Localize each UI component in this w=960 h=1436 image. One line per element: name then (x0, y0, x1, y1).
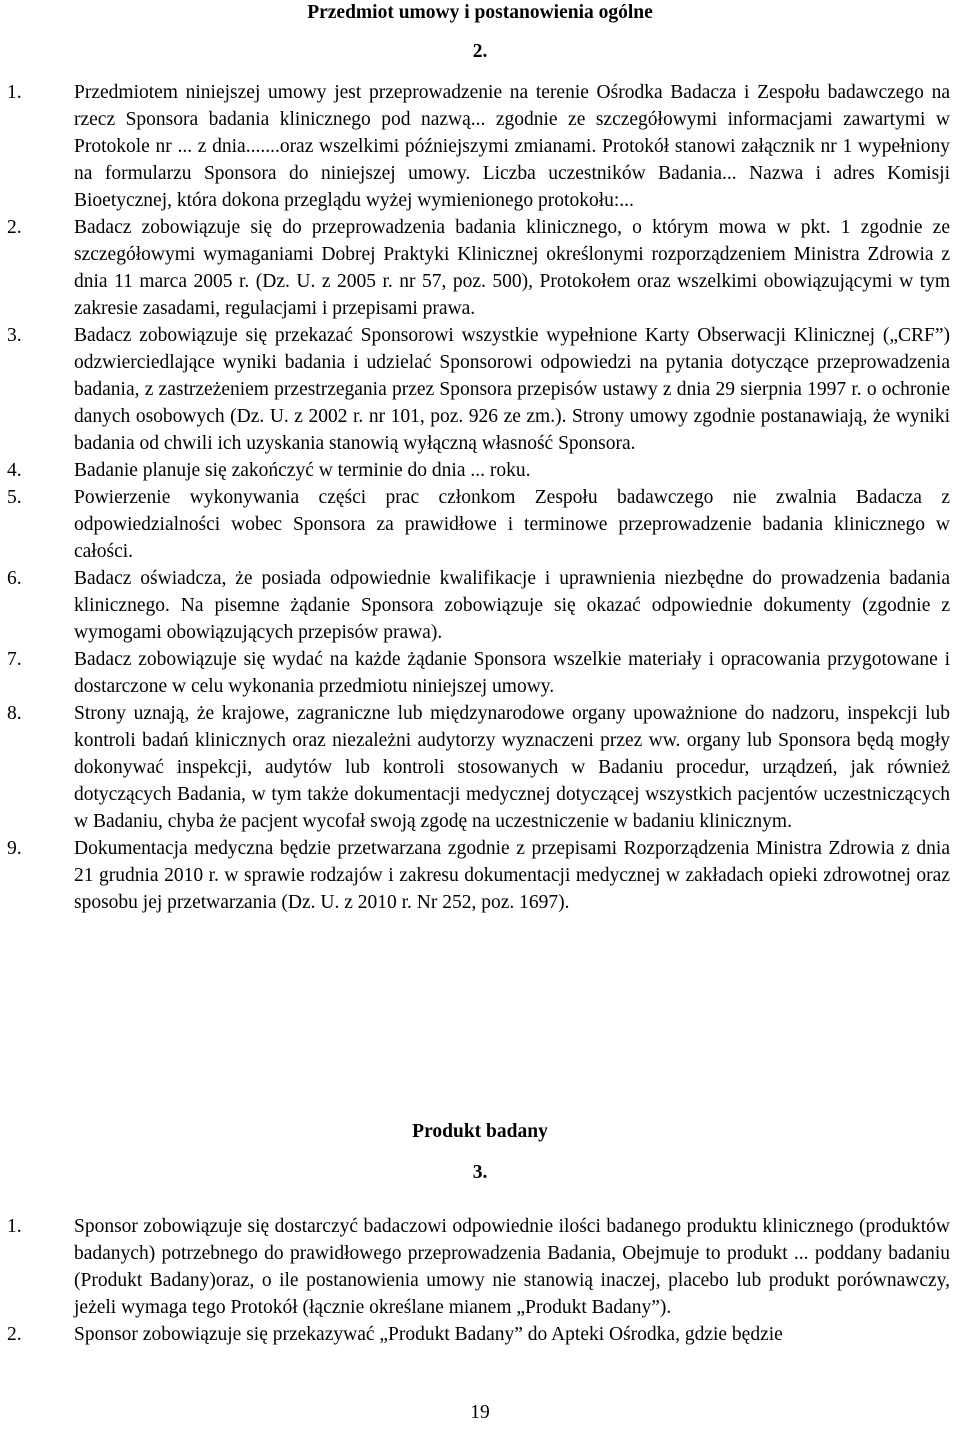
list-item (0, 79, 960, 214)
item-number: 1. (7, 1216, 22, 1237)
item-text: Strony uznają, że krajowe, zagraniczne lub międzynarodowe organy upoważnione do nadzoru, inspekcji lub kontroli badań klinicznych oraz niezależni audytorzy wyznaczeni przez ww. organy lub Sponsora będą mogły dokonywać inspekcji, audytów lub kontroli stosowanych w Badaniu procedur, urządzeń, jak również dotyczących Badania, w tym także dokumentacji medycznej dotyczącej wszystkich pacjentów uczestniczących w Badaniu, chyba że pacjent wycofał swoją zgodę na uczestniczenie w badaniu klinicznym. (74, 703, 950, 832)
item-number: 2. (7, 217, 22, 238)
section-number: 2. (472, 41, 488, 62)
list-item (0, 322, 960, 457)
list-item (0, 835, 960, 916)
item-number: 6. (7, 568, 22, 589)
item-text: Dokumentacja medyczna będzie przetwarzana zgodnie z przepisami Rozporządzenia Ministra Zdrowia z dnia 21 grudnia 2010 r. w sprawie rodzajów i zakresu dokumentacji medycznej w zakładach opieki zdrowotnej oraz sposobu jej przetwarzania (Dz. U. z 2010 r. Nr 252, poz. 1697). (74, 838, 950, 913)
item-text: Badacz zobowiązuje się przekazać Sponsorowi wszystkie wypełnione Karty Obserwacji Klinicznej („CRF”) odzwierciedlające wyniki badania i udzielać Sponsorowi odpowiedzi na pytania dotyczące przeprowadzenia badania, z zastrzeżeniem przestrzegania przez Sponsora przepisów ustawy z dnia 29 sierpnia 1997 r. o ochronie danych osobowych (Dz. U. z 2002 r. nr 101, poz. 926 ze zm.). Strony umowy zgodnie postanawiają, że wyniki badania od chwili ich uzyskania stanowią wyłączną własność Sponsora. (74, 325, 950, 454)
section-number: 3. (472, 1162, 488, 1183)
list-item (0, 700, 960, 835)
clause-list (0, 79, 960, 916)
list-item (0, 457, 960, 484)
item-number: 9. (7, 838, 22, 859)
item-text: Sponsor zobowiązuje się przekazywać „Produkt Badany” do Apteki Ośrodka, gdzie będzie (74, 1324, 783, 1345)
page-number: 19 (470, 1402, 490, 1423)
item-number: 7. (7, 649, 22, 670)
item-number: 8. (7, 703, 22, 724)
item-text: Sponsor zobowiązuje się dostarczyć badaczowi odpowiednie ilości badanego produktu klinicznego (produktów badanych) potrzebnego do prawidłowego przeprowadzenia Badania, Obejmuje to produkt ... poddany badaniu (Produkt Badany)oraz, o ile postanowienia umowy nie stanowią inaczej, placebo lub produkt porównawczy, jeżeli wymaga tego Protokół (łącznie określane mianem „Produkt Badany”). (74, 1216, 950, 1318)
list-item (0, 1213, 960, 1321)
item-text: Przedmiotem niniejszej umowy jest przeprowadzenie na terenie Ośrodka Badacza i Zespołu badawczego na rzecz Sponsora badania klinicznego pod nazwą... zgodnie ze szczegółowymi informacjami zawartymi w Protokole nr ... z dnia.......oraz wszelkimi późniejszymi zmianami. Protokół stanowi załącznik nr 1 wypełniony na formularzu Sponsora do niniejszej umowy. Liczba uczestników Badania... Nazwa i adres Komisji Bioetycznej, która dokona przeglądu wyżej wymienionego protokołu:... (74, 82, 950, 211)
item-number: 5. (7, 487, 22, 508)
list-item (0, 1321, 960, 1348)
subsection-heading: Produkt badany (412, 1121, 548, 1142)
item-text: Badanie planuje się zakończyć w terminie do dnia ... roku. (74, 460, 531, 481)
section-title: Przedmiot umowy i postanowienia ogólne (307, 2, 653, 23)
list-item (0, 214, 960, 322)
list-item (0, 646, 960, 700)
item-text: Badacz oświadcza, że posiada odpowiednie kwalifikacje i uprawnienia niezbędne do prowadzenia badania klinicznego. Na pisemne żądanie Sponsora zobowiązuje się okazać odpowiednie dokumenty (zgodnie z wymogami obowiązujących przepisów prawa). (74, 568, 950, 643)
item-number: 4. (7, 460, 22, 481)
clause-list (0, 1213, 960, 1348)
item-number: 3. (7, 325, 22, 346)
item-text: Badacz zobowiązuje się wydać na każde żądanie Sponsora wszelkie materiały i opracowania przygotowane i dostarczone w celu wykonania przedmiotu niniejszej umowy. (74, 649, 950, 697)
list-item (0, 484, 960, 565)
item-number: 2. (7, 1324, 22, 1345)
list-item (0, 565, 960, 646)
item-text: Badacz zobowiązuje się do przeprowadzenia badania klinicznego, o którym mowa w pkt. 1 zgodnie ze szczegółowymi wymaganiami Dobrej Praktyki Klinicznej określonymi rozporządzeniem Ministra Zdrowia z dnia 11 marca 2005 r. (Dz. U. z 2005 r. nr 57, poz. 500), Protokołem oraz wszelkimi obowiązującymi w tym zakresie zasadami, regulacjami i przepisami prawa. (74, 217, 950, 319)
item-number: 1. (7, 82, 22, 103)
item-text: Powierzenie wykonywania części prac członkom Zespołu badawczego nie zwalnia Badacza z odpowiedzialności wobec Sponsora za prawidłowe i terminowe przeprowadzenie badania klinicznego w całości. (74, 487, 950, 562)
